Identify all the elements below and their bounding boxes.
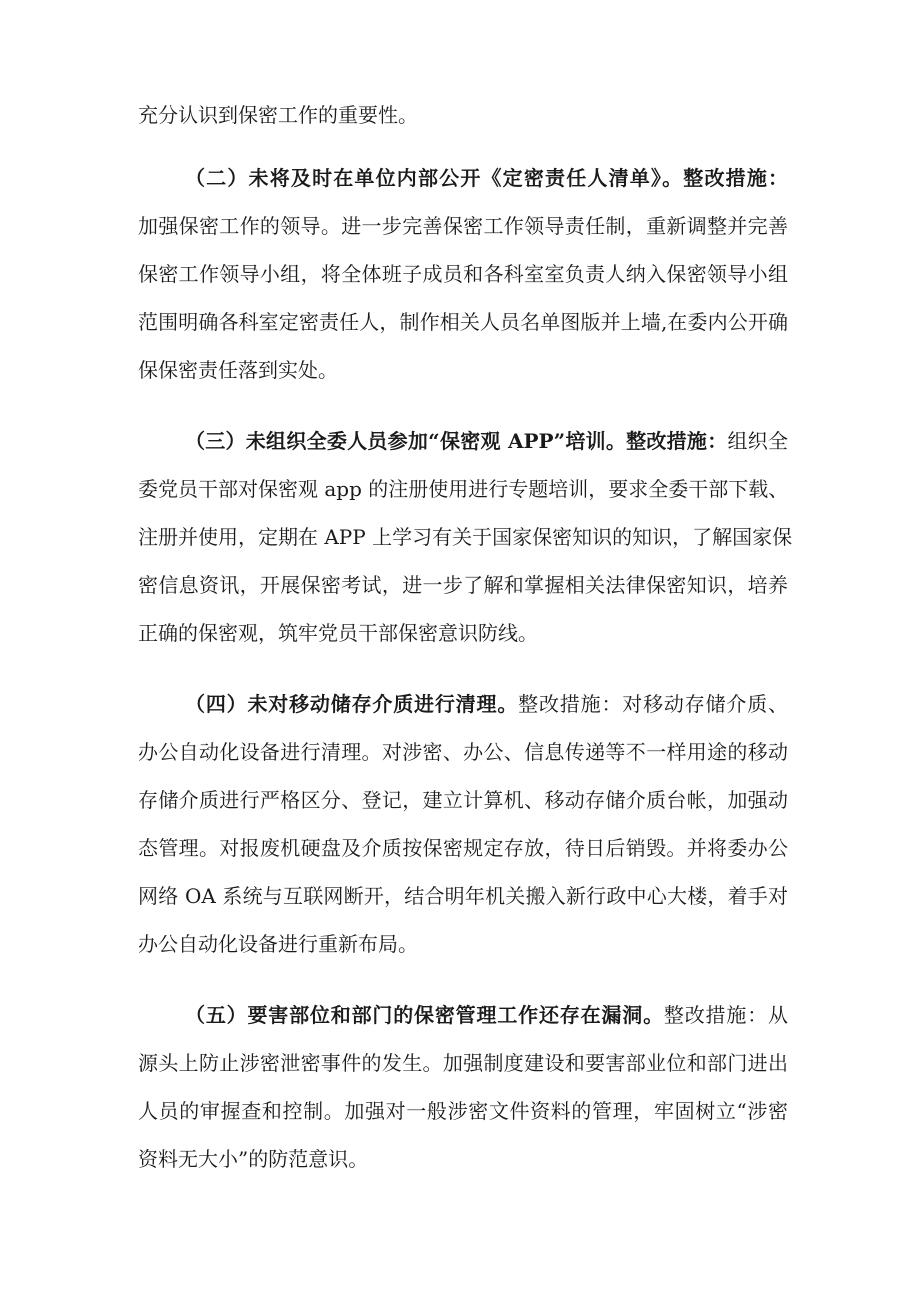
paragraph-line: 正确的保密观，筑牢党员干部保密意识防线。 — [138, 621, 538, 645]
paragraph-line: 充分认识到保密工作的重要性。 — [138, 103, 418, 127]
paragraph-line: 人员的审握查和控制。加强对一般涉密文件资料的管理，牢固树立“涉密 — [138, 1099, 788, 1123]
section-heading-3: （三）未组织全委人员参加“保密观 APP”培训。整改措施：组织全 — [185, 429, 788, 453]
paragraph-line: 加强保密工作的领导。进一步完善保密工作领导责任制，重新调整并完善 — [138, 214, 788, 238]
paragraph-line: 注册并使用，定期在 APP 上学习有关于国家保密知识的知识，了解国家保 — [138, 525, 793, 549]
paragraph-line: 态管理。对报废机硬盘及介质按保密规定存放，待日后销毁。并将委办公 — [138, 836, 788, 860]
paragraph-line: 密信息资讯，开展保密考试，进一步了解和掌握相关法律保密知识，培养 — [138, 573, 788, 597]
paragraph-line: 网络 OA 系统与互联网断开，结合明年机关搬入新行政中心大楼，着手对 — [138, 884, 788, 908]
section-heading-2: （二）未将及时在单位内部公开《定密责任人清单》。整改措施： — [185, 166, 788, 190]
section-heading-4: （四）未对移动储存介质进行清理。整改措施：对移动存储介质、 — [185, 692, 789, 716]
paragraph-line: 范围明确各科室定密责任人，制作相关人员名单图版并上墙,在委内公开确 — [138, 310, 788, 334]
paragraph-line: 办公自动化设备进行重新布局。 — [138, 932, 418, 956]
paragraph-line: 源头上防止涉密泄密事件的发生。加强制度建设和要害部业位和部门进出 — [138, 1051, 788, 1075]
paragraph-line: 存储介质进行严格区分、登记，建立计算机、移动存储介质台帐，加强动 — [138, 788, 788, 812]
paragraph-line: 办公自动化设备进行清理。对涉密、办公、信息传递等不一样用途的移动 — [138, 740, 788, 764]
paragraph-line: 保密工作领导小组，将全体班子成员和各科室室负责人纳入保密领导小组 — [138, 262, 788, 286]
section-heading-5: （五）要害部位和部门的保密管理工作还存在漏洞。整改措施：从 — [185, 1003, 789, 1027]
paragraph-line: 资料无大小”的防范意识。 — [138, 1147, 369, 1171]
paragraph-line: 保保密责任落到实处。 — [138, 358, 338, 382]
paragraph-line: 委党员干部对保密观 app 的注册使用进行专题培训，要求全委干部下载、 — [138, 477, 789, 501]
